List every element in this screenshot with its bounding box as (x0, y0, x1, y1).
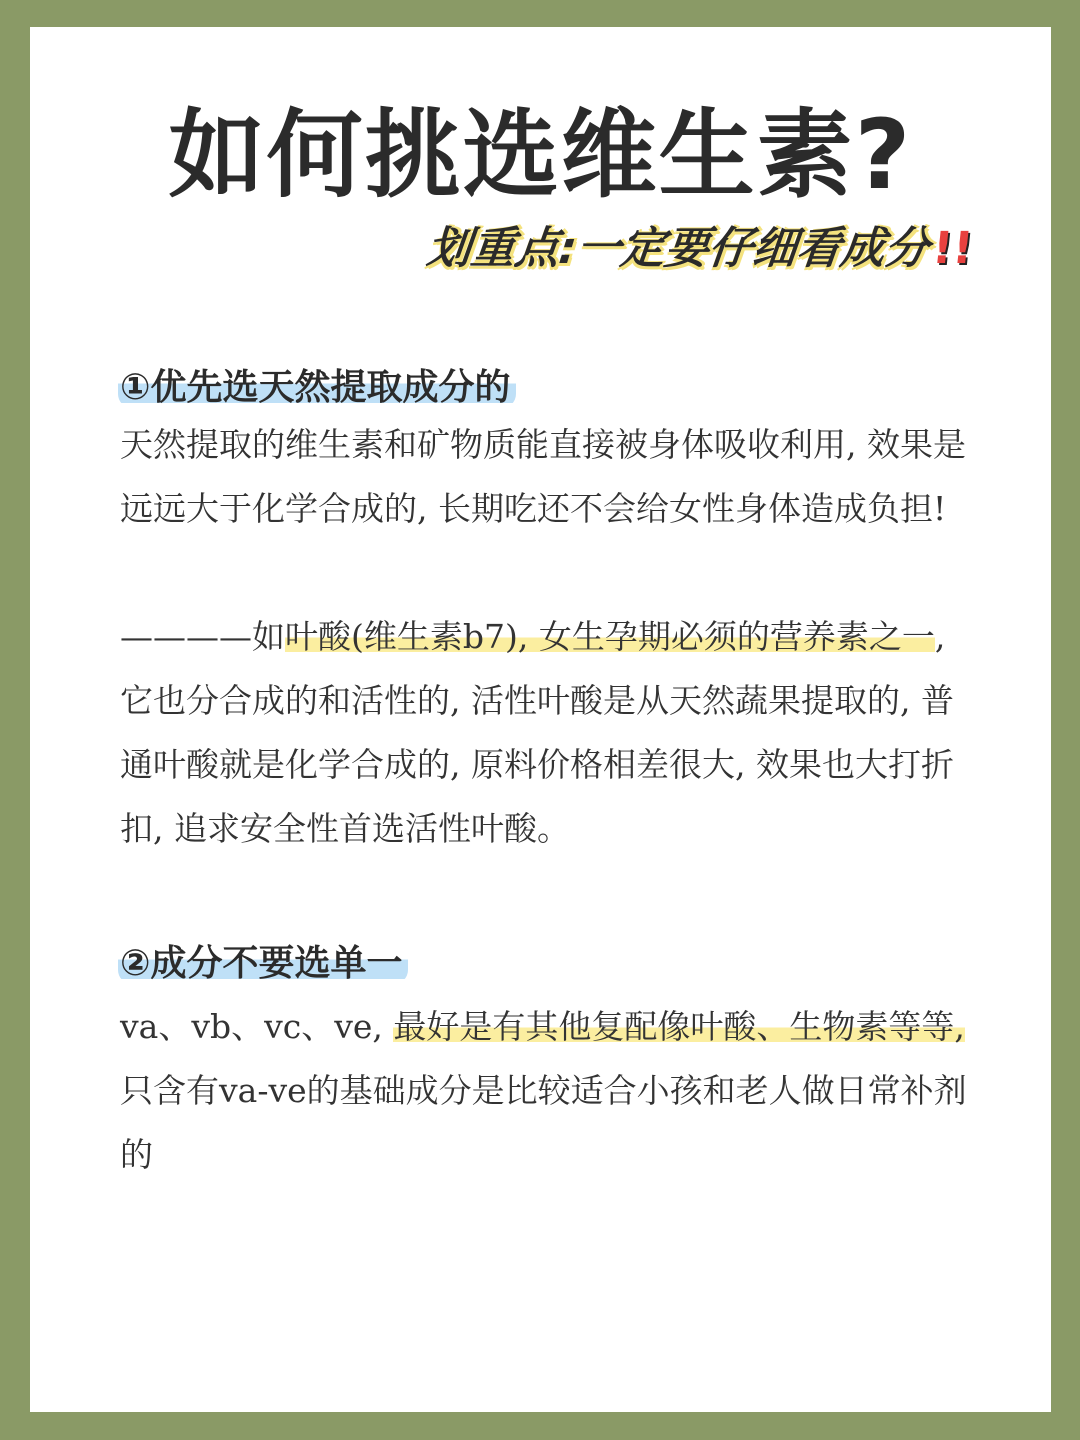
subtitle (424, 219, 976, 279)
section-1-paragraph-2 (120, 605, 980, 861)
section-1-dash-prefix: ————如 (120, 617, 285, 656)
section-2-paragraph (120, 995, 980, 1187)
section-2-prefix: va、vb、vc、ve, (120, 1007, 394, 1046)
content-card (30, 27, 1051, 1412)
subtitle-text: 划重点:一定要仔细看成分 (424, 223, 932, 274)
page-title: 如何挑选维生素? (168, 99, 913, 211)
section-1-paragraph-2-rest: , 它也分合成的和活性的, 活性叶酸是从天然蔬果提取的, 普通叶酸就是化学合成的, 原料价格相差很大, 效果也大打折扣, 追求安全性首选活性叶酸。 (120, 617, 954, 848)
section-1-heading (118, 363, 516, 413)
section-1-paragraph-1: 天然提取的维生素和矿物质能直接被身体吸收利用, 效果是远远大于化学合成的, 长期吃还不会给女性身体造成负担! (120, 425, 966, 528)
section-1-highlight: 叶酸(维生素b7), 女生孕期必须的营养素之一 (285, 617, 935, 656)
section-2-heading-text: ②成分不要选单一 (118, 943, 408, 984)
section-1-heading-text: ①优先选天然提取成分的 (118, 367, 516, 408)
double-exclamation-icon: !! (930, 223, 976, 274)
section-2-highlight: 最好是有其他复配像叶酸、生物素等等, (393, 1007, 965, 1046)
section-2-rest: 只含有va-ve的基础成分是比较适合小孩和老人做日常补剂的 (120, 1071, 967, 1174)
section-2-heading (118, 939, 408, 989)
